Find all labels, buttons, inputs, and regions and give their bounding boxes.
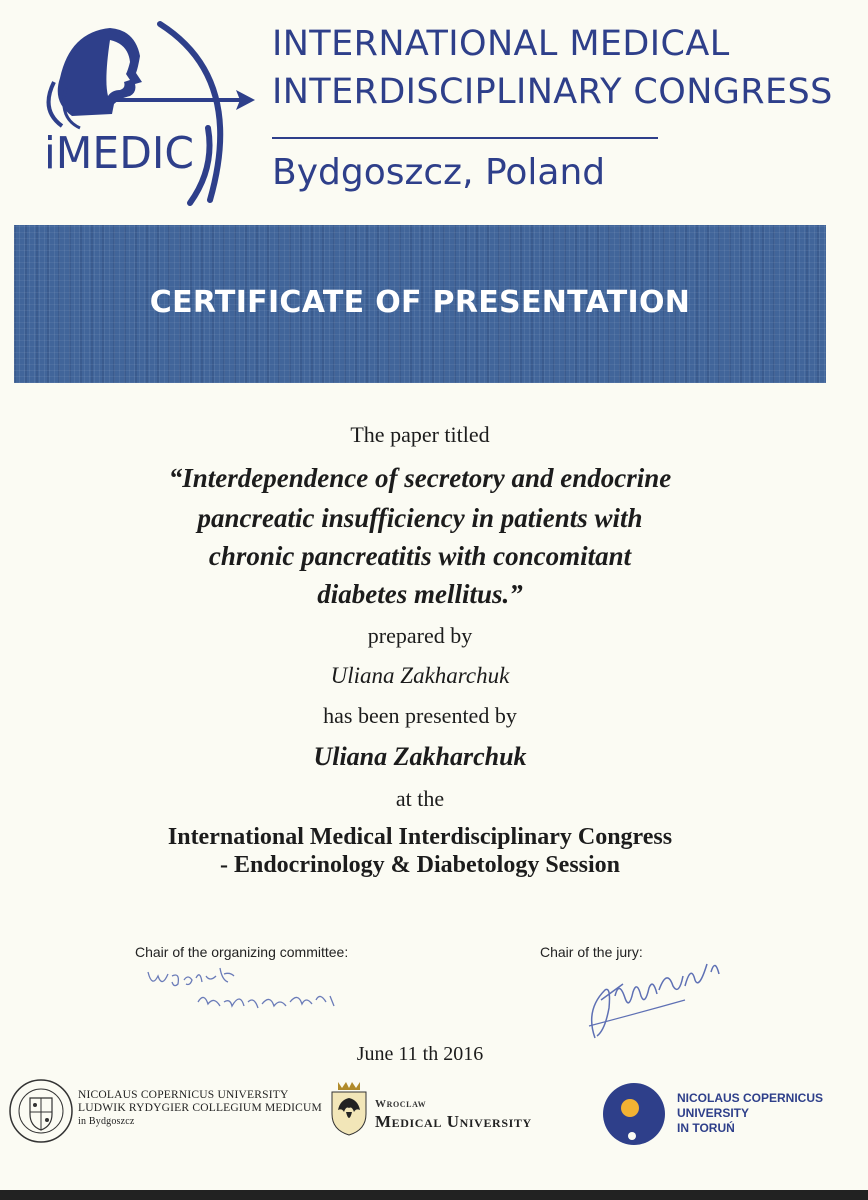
congress-name: International Medical Interdisciplinary Congress — [167, 824, 673, 850]
congress-city: Bydgoszcz, Poland — [272, 152, 606, 193]
wroclaw-crest-icon — [328, 1080, 370, 1136]
collegium-medicum-seal — [8, 1078, 74, 1144]
chair-organizing-label: Chair of the organizing committee: — [135, 944, 349, 960]
torun-name-line: UNIVERSITY — [677, 1106, 750, 1120]
jury-chair-signature — [575, 950, 725, 1042]
ncu-cm-line: LUDWIK RYDYGIER COLLEGIUM MEDICUM — [78, 1102, 322, 1114]
imedic-logo — [40, 18, 255, 208]
scan-edge — [0, 1190, 868, 1200]
paper-title-line: diabetes mellitus.” — [317, 579, 523, 609]
author-name: Uliana Zakharchuk — [330, 663, 510, 688]
torun-university-logo — [602, 1082, 666, 1146]
ncu-cm-line: in Bydgoszcz — [78, 1116, 135, 1127]
certificate-title: CERTIFICATE OF PRESENTATION — [149, 285, 691, 320]
session-name: - Endocrinology & Diabetology Session — [219, 852, 621, 878]
prepared-by-label: prepared by — [367, 623, 473, 648]
wroclaw-university-name: Medical University — [375, 1112, 532, 1131]
presenter-name: Uliana Zakharchuk — [313, 742, 527, 771]
paper-title-line: chronic pancreatitis with concomitant — [208, 541, 632, 571]
torun-name-line: IN TORUŃ — [677, 1121, 735, 1135]
congress-title-line-1: INTERNATIONAL MEDICAL — [272, 24, 730, 64]
torun-name-line: NICOLAUS COPERNICUS — [677, 1091, 824, 1105]
header-divider — [272, 137, 658, 139]
organizing-chair-signature — [140, 962, 350, 1018]
presented-by-label: has been presented by — [323, 703, 517, 728]
paper-title-line: pancreatic insufficiency in patients with — [197, 503, 643, 533]
wroclaw-small-label: Wroclaw — [375, 1098, 427, 1110]
intro-text: The paper titled — [350, 422, 490, 447]
at-the-label: at the — [395, 786, 445, 811]
chair-jury-label: Chair of the jury: — [540, 944, 643, 960]
logo-wordmark: iMEDIC — [44, 128, 194, 179]
certificate-date: June 11 th 2016 — [356, 1043, 484, 1065]
ncu-cm-line: NICOLAUS COPERNICUS UNIVERSITY — [78, 1089, 289, 1101]
paper-title-line: “Interdependence of secretory and endocrine — [168, 463, 672, 493]
title-banner — [14, 225, 826, 383]
congress-title-line-2: INTERDISCIPLINARY CONGRESS — [272, 72, 833, 112]
